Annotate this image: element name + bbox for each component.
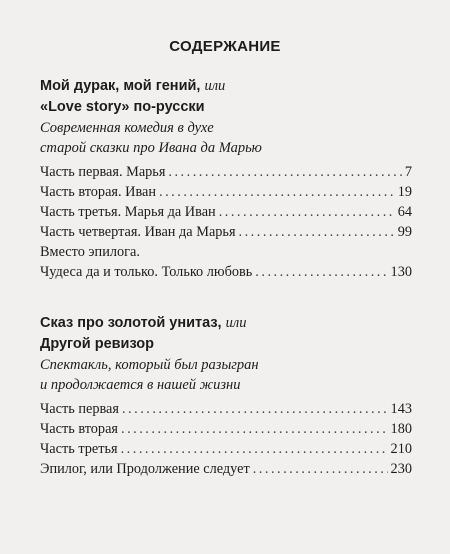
toc-entry-label: Часть вторая. Иван xyxy=(40,184,157,200)
toc-leader-dots xyxy=(122,399,388,419)
section-1-toc xyxy=(40,162,412,282)
toc-entry-label: Часть вторая xyxy=(40,421,118,437)
toc-entry[interactable] xyxy=(40,439,412,459)
section-2-title xyxy=(40,313,410,334)
toc-entry-page: 210 xyxy=(390,441,412,457)
toc-entry-label: Часть первая xyxy=(40,401,119,417)
toc-leader-dots xyxy=(121,439,388,459)
toc-entry-page: 99 xyxy=(397,224,412,240)
toc-entry-page: 230 xyxy=(390,461,412,477)
toc-entry-label: Часть первая. Марья xyxy=(40,164,166,180)
toc-leader-dots xyxy=(168,162,401,182)
toc-entry[interactable] xyxy=(40,222,412,242)
section-2-title-line1: Сказ про золотой унитаз, xyxy=(40,315,226,331)
toc-entry-page: 7 xyxy=(404,164,412,180)
section-1-title-line1: Мой дурак, мой гений, xyxy=(40,78,205,94)
toc-entry[interactable] xyxy=(40,242,412,262)
toc-leader-dots xyxy=(121,419,388,439)
toc-entry[interactable] xyxy=(40,419,412,439)
section-2-title-or: или xyxy=(225,315,247,331)
section-1-header xyxy=(40,76,410,158)
toc-entry[interactable] xyxy=(40,162,412,182)
toc-entry-page: 180 xyxy=(390,421,412,437)
section-1-title xyxy=(40,76,410,97)
section-2-header xyxy=(40,313,410,395)
toc-entry-page: 64 xyxy=(397,204,412,220)
toc-entry-page: 143 xyxy=(390,401,412,417)
section-2-subtitle-line1: Спектакль, который был разыгран xyxy=(40,357,259,373)
toc-leader-dots xyxy=(219,202,395,222)
toc-leader-dots xyxy=(253,459,388,479)
toc-entry[interactable] xyxy=(40,262,412,282)
section-1-title-line2: «Love story» по-русски xyxy=(40,99,205,115)
toc-leader-dots xyxy=(255,262,387,282)
toc-entry[interactable] xyxy=(40,182,412,202)
section-2-title-line2: Другой ревизор xyxy=(40,336,155,352)
contents-heading: СОДЕРЖАНИЕ xyxy=(169,38,281,55)
section-1-title-or: или xyxy=(204,78,226,94)
toc-entry-label: Часть третья xyxy=(40,441,118,457)
toc-entry-label: Эпилог, или Продолжение следует xyxy=(40,461,250,477)
toc-leader-dots xyxy=(159,182,395,202)
toc-entry-label: Часть четвертая. Иван да Марья xyxy=(40,224,236,240)
toc-entry-label: Чудеса да и только. Только любовь xyxy=(40,264,253,280)
toc-entry-label: Вместо эпилога. xyxy=(40,244,140,260)
section-2-subtitle-line2: и продолжается в нашей жизни xyxy=(40,377,241,393)
toc-entry[interactable] xyxy=(40,202,412,222)
section-1-subtitle-line1: Современная комедия в духе xyxy=(40,120,214,136)
toc-entry[interactable] xyxy=(40,399,412,419)
section-1-subtitle-line2: старой сказки про Ивана да Марью xyxy=(40,140,262,156)
toc-entry[interactable] xyxy=(40,459,412,479)
toc-entry-page: 19 xyxy=(397,184,412,200)
toc-entry-label: Часть третья. Марья да Иван xyxy=(40,204,216,220)
section-2-toc xyxy=(40,399,412,479)
toc-leader-dots xyxy=(239,222,395,242)
toc-entry-page: 130 xyxy=(390,264,412,280)
